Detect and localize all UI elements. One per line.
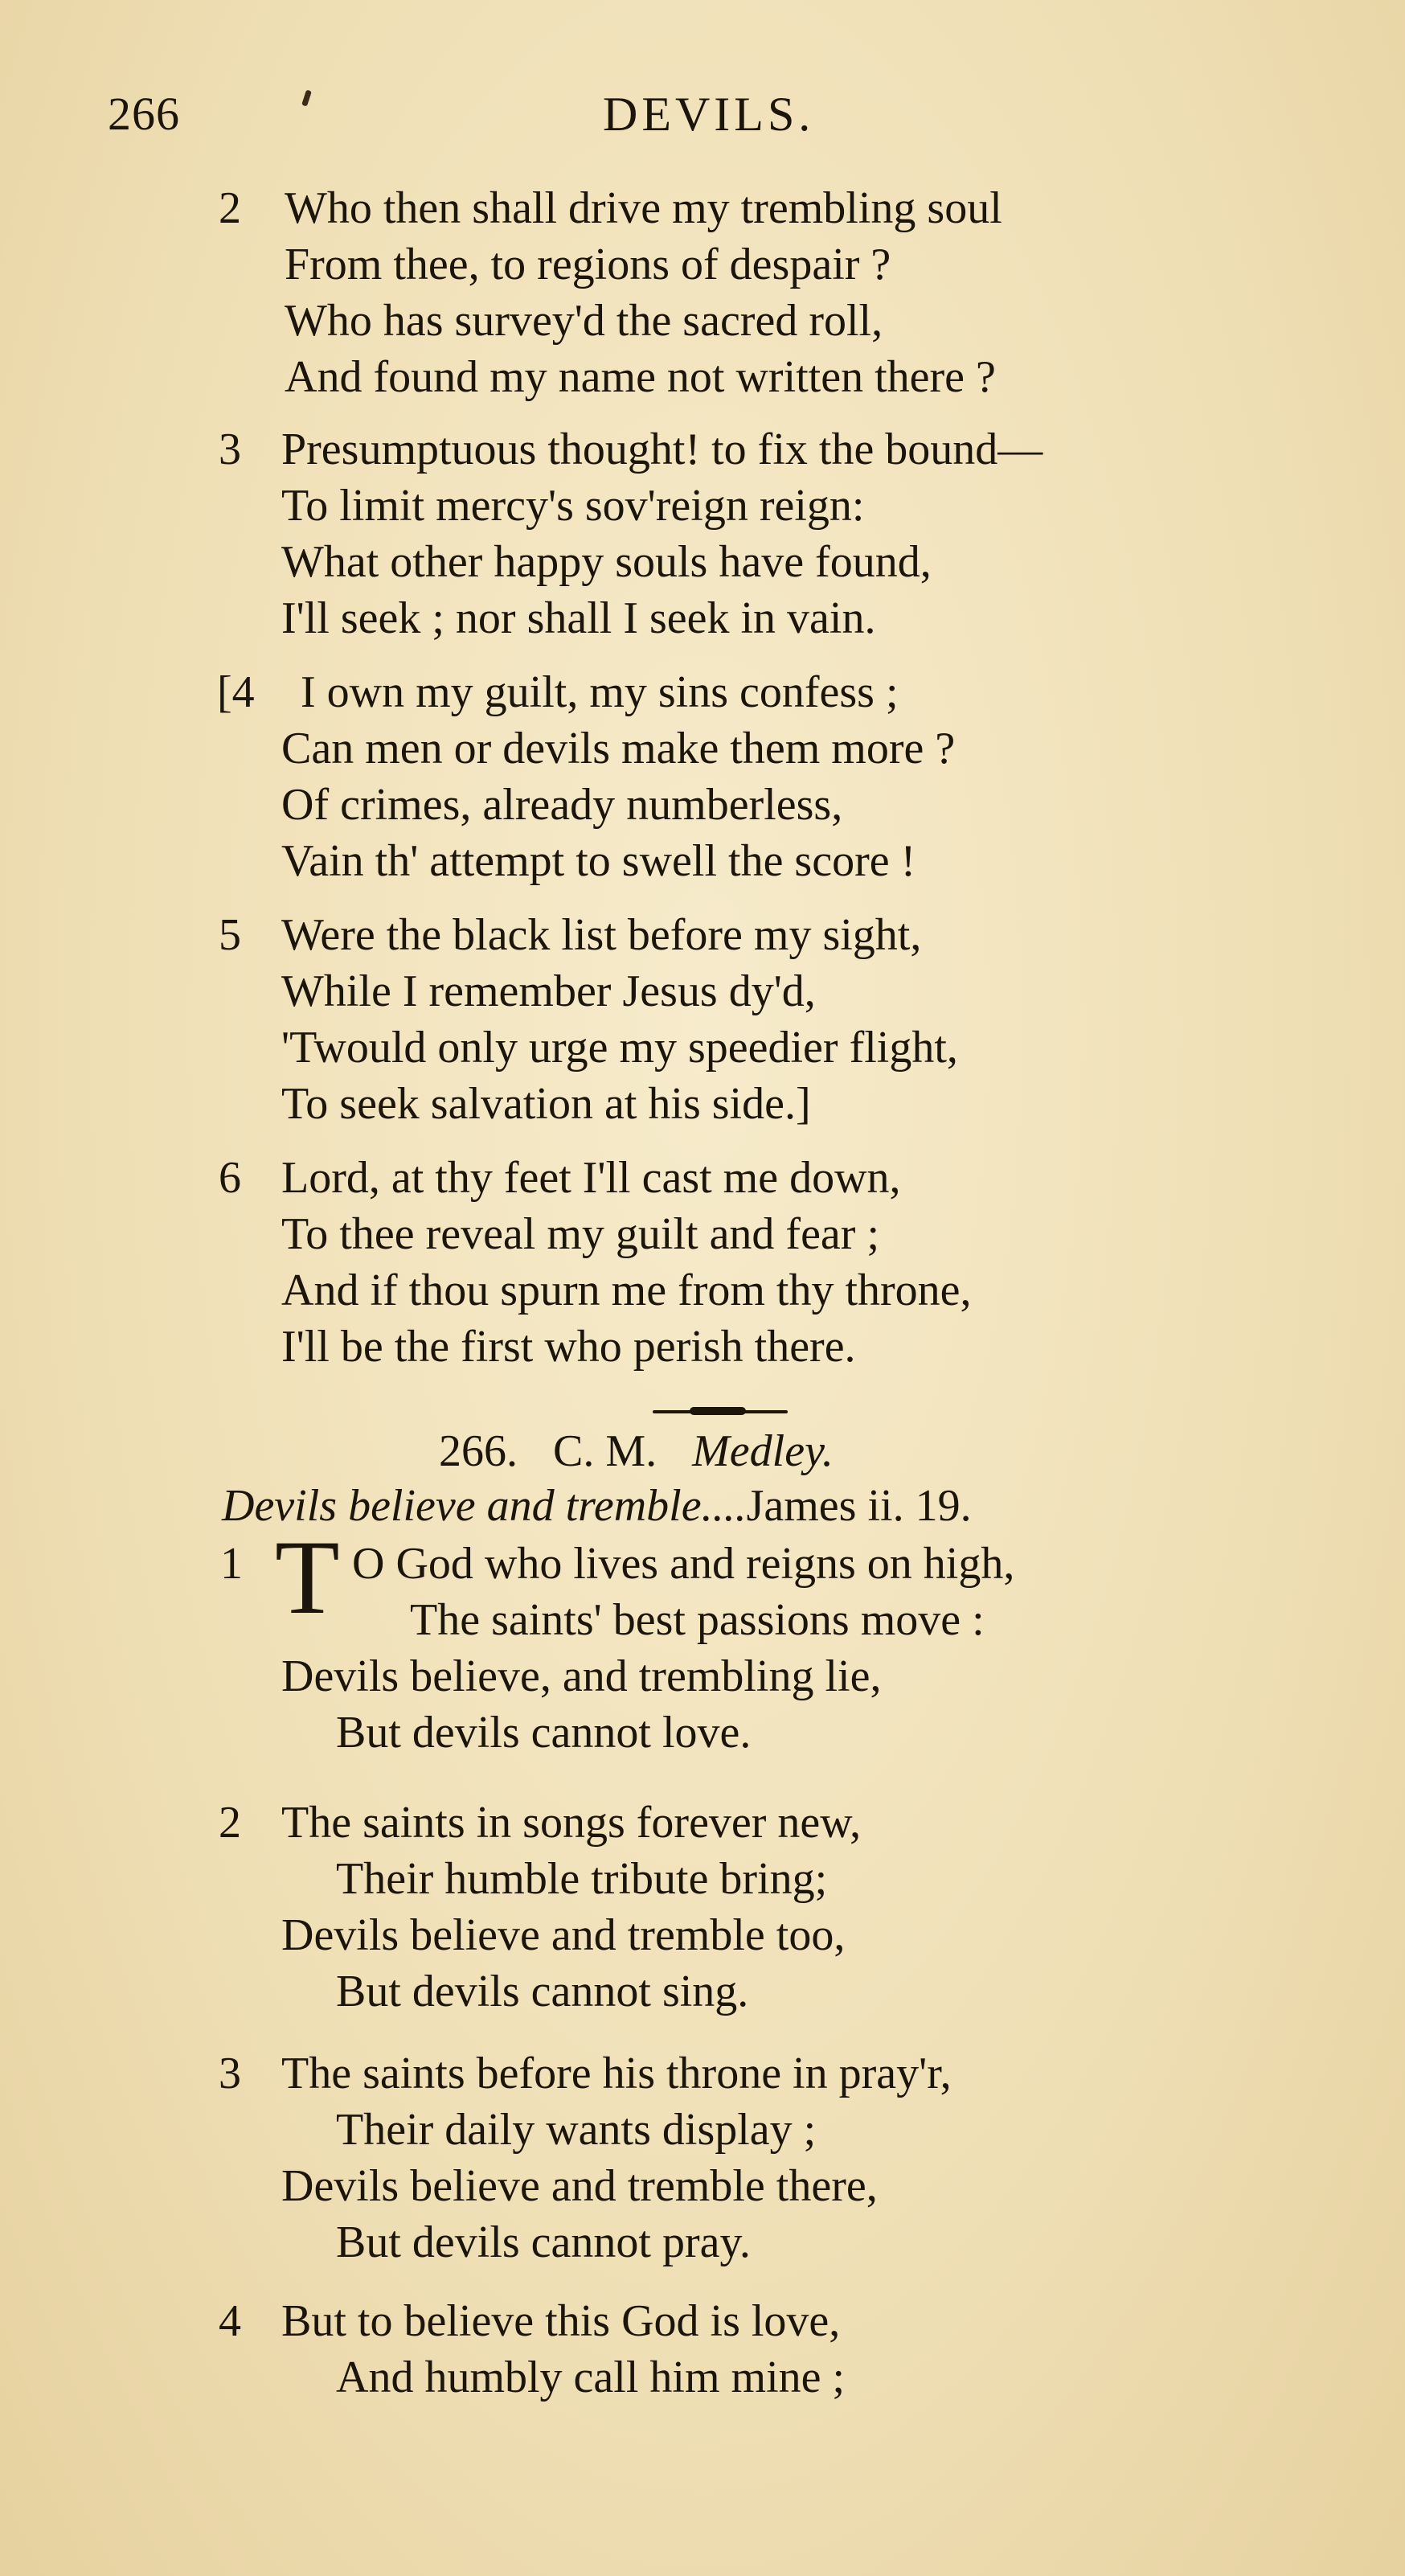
separator-rule-center bbox=[690, 1407, 746, 1415]
verse-line: Of crimes, already numberless, bbox=[281, 780, 843, 830]
verse-line: Devils believe, and trembling lie, bbox=[281, 1651, 882, 1701]
hymn-title-text: Devils believe and tremble.... bbox=[222, 1481, 747, 1531]
verse-line: 'Twould only urge my speedier flight, bbox=[281, 1023, 958, 1073]
hymn-tune: Medley. bbox=[692, 1426, 834, 1476]
verse-line: To limit mercy's sov'reign reign: bbox=[281, 481, 865, 531]
stanza-number: 2 bbox=[219, 1798, 241, 1848]
verse-line: Lord, at thy feet I'll cast me down, bbox=[281, 1153, 901, 1203]
running-head bbox=[0, 87, 1405, 151]
verse-line: Can men or devils make them more ? bbox=[281, 724, 956, 773]
hymn-heading bbox=[439, 1423, 834, 1479]
verse-line: From thee, to regions of despair ? bbox=[285, 240, 891, 289]
stanza-number: 6 bbox=[219, 1153, 241, 1203]
stanza-number: 4 bbox=[219, 2296, 241, 2346]
verse-line: Who then shall drive my trembling soul bbox=[285, 183, 1002, 233]
running-title: DEVILS. bbox=[603, 88, 815, 141]
verse-line: And if thou spurn me from thy throne, bbox=[281, 1265, 972, 1315]
verse-line: Their daily wants display ; bbox=[336, 2105, 817, 2155]
verse-line: And humbly call him mine ; bbox=[336, 2352, 846, 2402]
verse-line: O God who lives and reigns on high, bbox=[352, 1539, 1015, 1589]
verse-line: I own my guilt, my sins confess ; bbox=[301, 667, 899, 717]
verse-line: Vain th' attempt to swell the score ! bbox=[281, 836, 916, 886]
verse-line: The saints in songs forever new, bbox=[281, 1798, 862, 1848]
hymn-number: 266. bbox=[439, 1426, 518, 1476]
verse-line: Devils believe and tremble too, bbox=[281, 1910, 846, 1960]
verse-line: But devils cannot love. bbox=[336, 1708, 752, 1758]
drop-cap: T bbox=[275, 1518, 340, 1636]
verse-line: While I remember Jesus dy'd, bbox=[281, 966, 816, 1016]
stanza-number: 5 bbox=[219, 910, 241, 960]
verse-line: The saints before his throne in pray'r, bbox=[281, 2049, 952, 2098]
stanza-number: 1 bbox=[220, 1539, 243, 1589]
verse-line: Were the black list before my sight, bbox=[281, 910, 922, 960]
verse-line: I'll be the first who perish there. bbox=[281, 1322, 856, 1372]
page-number: 266 bbox=[108, 88, 180, 140]
verse-line: I'll seek ; nor shall I seek in vain. bbox=[281, 593, 876, 643]
verse-line: The saints' best passions move : bbox=[410, 1595, 985, 1645]
stanza-number: [4 bbox=[217, 667, 255, 717]
verse-line: To thee reveal my guilt and fear ; bbox=[281, 1209, 879, 1259]
hymn-meter: C. M. bbox=[553, 1426, 657, 1476]
stanza-number: 3 bbox=[219, 425, 241, 474]
verse-line: Who has survey'd the sacred roll, bbox=[285, 296, 883, 346]
verse-line: What other happy souls have found, bbox=[281, 537, 932, 587]
verse-line: Presumptuous thought! to fix the bound— bbox=[281, 425, 1043, 474]
scripture-reference: James ii. 19. bbox=[746, 1481, 972, 1531]
verse-line: Devils believe and tremble there, bbox=[281, 2161, 878, 2211]
verse-line: And found my name not written there ? bbox=[285, 352, 996, 402]
verse-line: Their humble tribute bring; bbox=[336, 1854, 828, 1904]
verse-line: To seek salvation at his side.] bbox=[281, 1079, 811, 1129]
verse-line: But devils cannot pray. bbox=[336, 2217, 751, 2267]
stanza-number: 3 bbox=[219, 2049, 241, 2098]
verse-line: But devils cannot sing. bbox=[336, 1967, 749, 2016]
verse-line: But to believe this God is love, bbox=[281, 2296, 841, 2346]
stanza-number: 2 bbox=[219, 183, 241, 233]
ink-speck bbox=[301, 89, 312, 106]
